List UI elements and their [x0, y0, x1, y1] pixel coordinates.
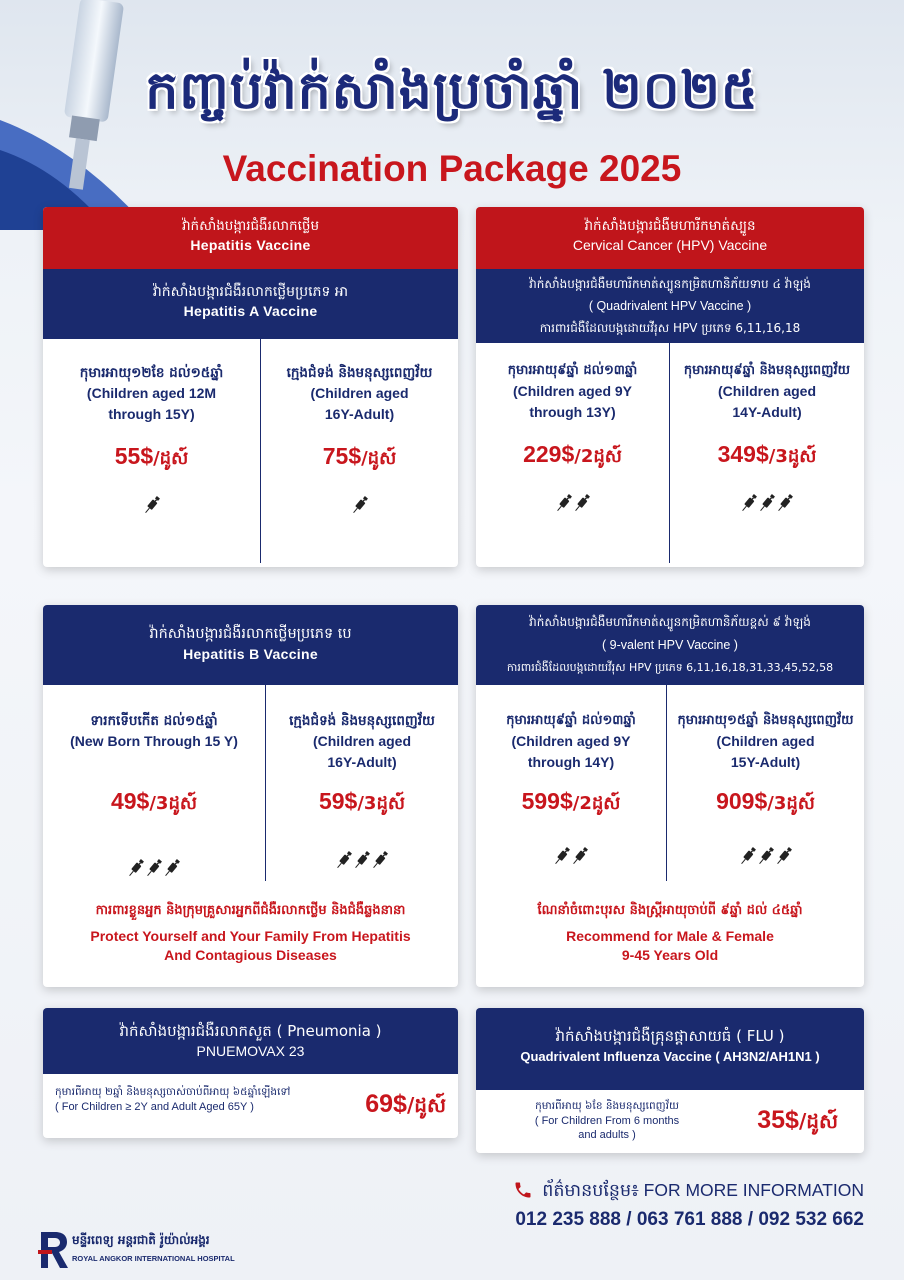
age-en: (New Born Through 15 Y): [70, 733, 238, 749]
price-value: 229$: [523, 441, 575, 467]
price-value: 349$: [717, 441, 769, 467]
price-unit: /ដូស៍: [361, 448, 397, 469]
hepatitis-message: [43, 881, 458, 965]
flu-age: [502, 1098, 712, 1142]
price-unit: /2ដូស៍: [574, 446, 622, 467]
message-en: And Contagious Diseases: [164, 947, 337, 963]
price: [476, 788, 666, 818]
price-value: 59$: [318, 788, 358, 814]
flu-card: [476, 1008, 864, 1153]
price-unit: /2ដូស៍: [572, 793, 621, 814]
price: [670, 441, 864, 471]
flu-price: [757, 1106, 838, 1138]
age-en: ( For Children ≥ 2Y and Adult Aged 65Y ): [55, 1101, 254, 1113]
age-km: កុមារអាយុ១៥ឆ្នាំ និងមនុស្សពេញវ័យ: [677, 713, 854, 728]
hospital-logo: [38, 1230, 278, 1272]
age-km: ក្មេងជំទង់ និងមនុស្សពេញវ័យ: [289, 713, 435, 729]
price-value: 909$: [716, 788, 768, 814]
pneumonia-age: [55, 1084, 345, 1115]
hepatitis-header: [43, 207, 458, 269]
hepatitis-a-sub-km: វ៉ាក់សាំងបង្ការជំងឺរលាកថ្លើមប្រភេទ អា: [152, 284, 349, 300]
hepatitis-a-subheader: [43, 269, 458, 339]
dose-icons: [261, 495, 458, 519]
price: [476, 441, 669, 471]
dose-icons: [43, 858, 265, 882]
page-title-english: Vaccination Package 2025: [222, 148, 682, 189]
hepatitis-header-en: Hepatitis Vaccine: [190, 237, 311, 253]
hpv-quad-sub-en: ( Quadrivalent HPV Vaccine ): [588, 299, 752, 313]
more-info-label: ព័ត៌មានបន្ថែម៖ FOR MORE INFORMATION: [542, 1180, 864, 1200]
age-en: through 15Y): [108, 406, 195, 422]
hpv-nine-sub-km: វ៉ាក់សាំងបង្ការជំងឺមហារីកមាត់ស្បូនកម្រិតហានិភ័យខ្ពស់ ៩ វ៉ាឡង់: [529, 615, 811, 629]
price-value: 49$: [110, 788, 150, 814]
syringe-icon: [741, 493, 757, 517]
syringe-icon: [164, 858, 180, 882]
hpv-quadrivalent-card: [476, 207, 864, 567]
price-value: 75$: [322, 443, 362, 469]
age-en: (Children aged: [310, 385, 409, 401]
age-en: 15Y-Adult): [730, 754, 801, 770]
hpv-nine-option-2: [667, 685, 864, 881]
hepatitis-b-sub-en: Hepatitis B Vaccine: [183, 646, 318, 662]
message-en: Protect Yourself and Your Family From Hepatitis: [90, 928, 411, 944]
syringe-icon: [777, 493, 793, 517]
price-unit: /ដូស៍: [798, 1109, 838, 1133]
age-en: ( For Children From 6 months: [534, 1115, 680, 1127]
age-en: through 14Y): [527, 754, 615, 770]
age-en: (Children aged: [716, 733, 815, 749]
dose-icons: [476, 493, 669, 517]
hepatitis-b-option-2: [266, 685, 458, 881]
dose-icons: [670, 493, 864, 517]
hpv-9valent-card: [476, 605, 864, 987]
age-km: កុមារពីអាយុ ២ឆ្នាំ និងមនុស្សចាស់ចាប់ពីអាយុ ៦៥ឆ្នាំឡើងទៅ: [55, 1086, 291, 1098]
hepatitis-a-card: [43, 207, 458, 567]
flu-header-en: Quadrivalent Influenza Vaccine ( AH3N2/AH1N1 ): [520, 1049, 820, 1064]
dose-icons: [667, 846, 864, 870]
syringe-icon: [759, 493, 775, 517]
flu-header: [476, 1008, 864, 1090]
syringe-icon: [128, 858, 144, 882]
price: [43, 443, 260, 473]
syringe-icon: [144, 495, 160, 519]
phone-icon: [513, 1180, 533, 1204]
price-unit: /ដូស៍: [406, 1093, 446, 1117]
syringe-icon: [572, 846, 588, 870]
pneumonia-header-km: វ៉ាក់សាំងបង្ការជំងឺរលាកសួត ( Pneumonia ): [119, 1022, 382, 1040]
age-en: 14Y-Adult): [732, 404, 802, 420]
pneumonia-header: [43, 1008, 458, 1074]
syringe-icon: [776, 846, 792, 870]
age-en: and adults ): [578, 1129, 636, 1141]
hpv-nine-subheader: [476, 605, 864, 685]
age-en: (Children aged 9Y: [512, 383, 633, 399]
age-km: កុមារអាយុ៩ឆ្នាំ ដល់១៣ឆ្នាំ: [507, 363, 638, 378]
phone-numbers[interactable]: 012 235 888 / 063 761 888 / 092 532 662: [515, 1209, 864, 1230]
age-en: 16Y-Adult): [324, 406, 395, 422]
pneumonia-price: [365, 1090, 446, 1122]
syringe-icon: [336, 850, 352, 874]
price: [261, 443, 458, 473]
age-km: ក្មេងជំទង់ និងមនុស្សពេញវ័យ: [286, 365, 433, 381]
hpv-message: [476, 881, 864, 965]
price-value: 599$: [521, 788, 573, 814]
price-unit: /3ដូស៍: [357, 793, 406, 814]
syringe-icon: [372, 850, 388, 874]
price: [667, 788, 864, 818]
dose-icons: [43, 495, 260, 519]
message-km: ណែនាំចំពោះបុរស និងស្ត្រីអាយុចាប់ពី ៩ឆ្នាំ ដល់ ៤៥ឆ្នាំ: [537, 903, 803, 918]
hospital-name-en: ROYAL ANGKOR INTERNATIONAL HOSPITAL: [72, 1254, 235, 1263]
syringe-icon: [740, 846, 756, 870]
dose-icons: [476, 846, 666, 870]
age-en: (Children aged 12M: [86, 385, 217, 401]
age-en: through 13Y): [529, 404, 616, 420]
hepatitis-header-km: វ៉ាក់សាំងបង្ការជំងឺរលាកថ្លើម: [181, 218, 320, 234]
price: [43, 788, 265, 818]
page-title-khmer: កញ្ចប់វ៉ាក់សាំងប្រចាំឆ្នាំ ២០២៥: [145, 61, 759, 121]
hpv-header-en: Cervical Cancer (HPV) Vaccine: [572, 237, 768, 253]
syringe-icon: [354, 850, 370, 874]
hpv-quad-subheader: [476, 269, 864, 343]
dose-icons: [266, 850, 458, 874]
pneumonia-card: [43, 1008, 458, 1138]
syringe-icon: [758, 846, 774, 870]
hepatitis-b-card: [43, 605, 458, 987]
hpv-header: [476, 207, 864, 269]
price-unit: /ដូស៍: [153, 448, 189, 469]
syringe-icon: [556, 493, 572, 517]
age-km: កុមារអាយុ៩ឆ្នាំ ដល់១៣ឆ្នាំ: [506, 713, 636, 728]
price-value: 69$: [365, 1090, 407, 1118]
price-unit: /3ដូស៍: [767, 793, 815, 814]
hepatitis-a-sub-en: Hepatitis A Vaccine: [183, 303, 318, 319]
price-value: 55$: [114, 443, 154, 469]
syringe-icon: [146, 858, 162, 882]
more-info: [496, 1179, 864, 1205]
hpv-quad-sub-km: វ៉ាក់សាំងបង្ការជំងឺមហារីកមាត់ស្បូនកម្រិតហានិភ័យទាប ៤ វ៉ាឡង់: [529, 277, 811, 291]
hpv-nine-sub-en: ( 9-valent HPV Vaccine ): [602, 638, 738, 652]
hpv-header-km: វ៉ាក់សាំងបង្ការជំងឺមហារីកមាត់ស្បូន: [584, 218, 756, 234]
hepatitis-a-option-1: [43, 339, 260, 567]
flu-header-km: វ៉ាក់សាំងបង្ការជំងឺគ្រុនផ្តាសាយធំ ( FLU ): [555, 1027, 785, 1045]
hepatitis-a-option-2: [261, 339, 458, 567]
message-en: Recommend for Male & Female: [566, 928, 774, 944]
pneumonia-header-en: PNUEMOVAX 23: [196, 1043, 305, 1059]
hpv-quad-sub-note: ការពារជំងឺដែលបង្កដោយវីរុស HPV ប្រភេទ 6,11,16,18: [539, 321, 801, 335]
age-km: កុមារអាយុ១២ខែ ដល់១៥ឆ្នាំ: [79, 365, 224, 381]
message-km: ការពារខ្លួនអ្នក និងក្រុមគ្រួសារអ្នកពីជំងឺរលាកថ្លើម និងជំងឺឆ្លងនានា: [95, 903, 406, 918]
age-en: (Children aged: [312, 733, 411, 749]
price-value: 35$: [757, 1106, 799, 1134]
hpv-quad-option-1: [476, 343, 669, 567]
logo-mark: [38, 1230, 68, 1270]
hepatitis-b-subheader: [43, 605, 458, 685]
hpv-nine-option-1: [476, 685, 666, 881]
syringe-icon: [554, 846, 570, 870]
price-unit: /3ដូស៍: [149, 793, 198, 814]
age-en: (Children aged 9Y: [511, 733, 631, 749]
syringe-icon: [574, 493, 590, 517]
hpv-nine-sub-note: ការពារជំងឺដែលបង្កដោយវីរុស HPV ប្រភេទ 6,11,16,18,31,33,45,52,58: [506, 661, 834, 674]
age-en: 16Y-Adult): [327, 754, 397, 770]
age-km: កុមារពីអាយុ ៦ខែ និងមនុស្សពេញវ័យ: [535, 1100, 679, 1112]
age-km: កុមារអាយុ៩ឆ្នាំ និងមនុស្សពេញវ័យ: [683, 363, 851, 378]
price: [266, 788, 458, 818]
price-unit: /3ដូស៍: [768, 446, 817, 467]
message-en: 9-45 Years Old: [621, 947, 719, 963]
age-km: ទារកទើបកើត ដល់១៥ឆ្នាំ: [90, 713, 218, 729]
syringe-icon: [352, 495, 368, 519]
hepatitis-b-sub-km: វ៉ាក់សាំងបង្ការជំងឺរលាកថ្លើមប្រភេទ បេ: [149, 626, 352, 642]
hospital-name-km: មន្ទីរពេទ្យ អន្តរជាតិ រ៉ូយ៉ាល់អង្គរ: [72, 1233, 210, 1247]
hpv-quad-option-2: [670, 343, 864, 567]
age-en: (Children aged: [717, 383, 816, 399]
hepatitis-b-option-1: [43, 685, 265, 881]
